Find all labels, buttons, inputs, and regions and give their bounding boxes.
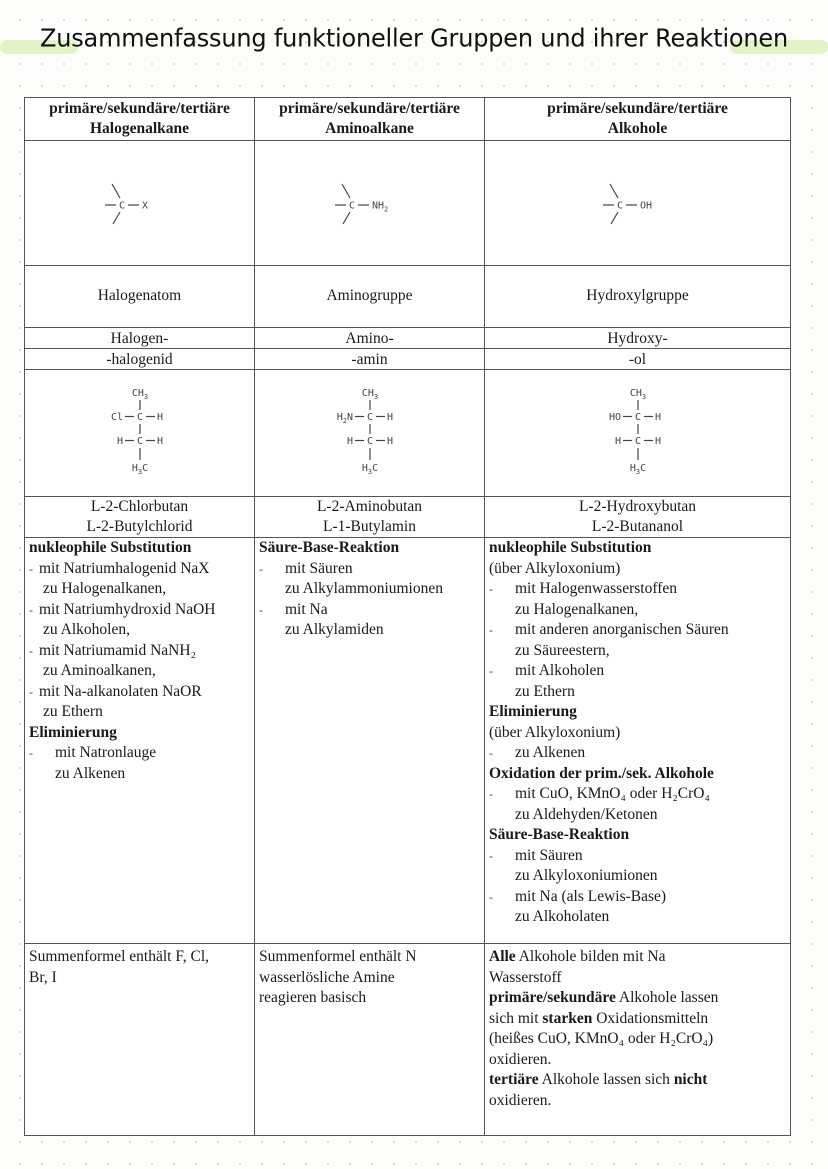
reaction-text: zu Alkyloxoniumionen [515,867,658,884]
info-text: oxidieren. [489,1050,552,1068]
reaction-note: (über Alkyloxonium) [489,723,621,741]
molecule-cell [485,370,791,497]
reaction-heading: Säure-Base-Reaktion [489,826,630,843]
reaction-item [29,559,250,580]
substituent-right: H [386,436,393,447]
info-line: wasserlösliche Amine [259,968,395,986]
suffix-row [25,349,791,370]
reaction-item [29,661,250,682]
structure-cell [485,141,791,266]
bond-line [113,212,120,224]
reaction-text: mit anderen anorganischen Säuren [515,621,729,638]
functional-groups-table [24,97,791,1136]
reaction-text: mit Säuren [515,846,583,864]
info-line [489,947,786,968]
info-cell [25,944,255,1136]
reaction-text: zu Alkoholaten [515,908,610,925]
bullet-dash [29,764,39,785]
reaction-item [489,579,786,600]
carbon-atom: C [634,412,641,423]
reaction-heading: Eliminierung [29,723,117,741]
info-line: Summenformel enthält N [259,948,417,965]
molecule-cell [255,370,485,497]
reaction-heading: Säure-Base-Reaktion [259,539,400,556]
info-line: Summenformel enthält F, Cl, [29,948,210,965]
group-name: Hydroxylgruppe [485,266,791,328]
molecule-bottom: $H_3C$ [131,463,148,476]
functional-group-label: X [141,200,148,212]
reaction-item [29,682,250,703]
prefix-row [25,328,791,349]
carbon-atom: C [136,436,143,447]
reaction-text: mit Natriumhalogenid NaX [39,559,210,577]
substituent-right: H [386,412,393,423]
reaction-text: zu Alkylammoniumionen [285,580,443,597]
bond-line [610,184,618,198]
carbon-atom: C [348,200,355,212]
prefix: Hydroxy- [485,328,791,349]
info-text: sich mit [489,1009,543,1027]
info-line [489,988,786,1009]
reaction-heading: nukleophile Substitution [29,539,192,556]
bullet-dash [489,805,499,826]
substituent-left: H [614,436,621,447]
reaction-text: mit Na (als Lewis-Base) [515,887,667,905]
info-line: Br, I [29,968,57,986]
reaction-heading: Oxidation der prim./sek. Alkohole [489,764,714,782]
info-line [489,1029,786,1050]
reaction-text: zu Alkylamiden [285,621,384,638]
reaction-item [489,661,786,682]
reaction-heading: Eliminierung [489,703,577,720]
iupac-names: L-2-Chlorbutan L-2-Butylchlorid [25,497,255,538]
reactions-cell [25,538,255,944]
header-row [25,98,791,141]
info-text: (heißes CuO, KMnO₄ oder H₂CrO₄) [489,1030,714,1047]
info-text: Oxidationsmitteln [592,1009,709,1027]
reaction-item [29,764,250,785]
structural-formula [325,173,415,233]
reaction-text: mit Alkoholen [515,662,605,679]
reaction-text: mit Halogenwasserstoffen [515,580,677,597]
suffix: -amin [255,349,485,370]
group-name: Aminogruppe [255,266,485,328]
reaction-text: mit Na [285,600,328,618]
reaction-item [489,641,786,662]
bullet-dash: - [29,643,33,658]
info-text: oxidieren. [489,1091,552,1109]
reaction-heading: nukleophile Substitution [489,539,652,556]
bullet-dash: - [489,664,493,678]
reaction-item [489,805,786,826]
functional-group-label: $NH_2$ [371,200,388,214]
info-text: Alkohole lassen [615,989,719,1006]
iupac-names: L-2-Hydroxybutan L-2-Butananol [485,497,791,538]
structure-cell [25,141,255,266]
carbon-atom: C [366,436,373,447]
molecule-top: $CH_3$ [629,388,646,401]
reaction-text: zu Alkenen [515,744,586,761]
reaction-item [259,620,480,641]
molecule-bottom: $H_3C$ [629,463,646,476]
reaction-item [489,600,786,621]
bullet-dash [489,682,499,703]
info-emphasis: primäre/sekundäre [489,989,616,1006]
header-alkohole: primäre/sekundäre/tertiäre Alkohole [485,98,791,141]
reaction-text: mit Natriumhydroxid NaOH [39,600,216,618]
reactions-row [25,538,791,944]
reaction-item [29,620,250,641]
bullet-dash [489,641,499,662]
bullet-dash [29,702,39,723]
reaction-item [29,641,250,662]
header-halogenalkane: primäre/sekundäre/tertiäre Halogenalkane [25,98,255,141]
info-cell [485,944,791,1136]
reaction-item [489,682,786,703]
reaction-text: zu Alkoholen, [43,621,130,638]
bond-line [611,212,618,224]
reaction-item [489,866,786,887]
reaction-text: zu Ethern [43,703,103,720]
molecule-formula [85,385,195,481]
header-aminoalkane: primäre/sekundäre/tertiäre Aminoalkane [255,98,485,141]
carbon-atom: C [616,200,623,212]
bullet-dash [29,579,39,600]
prefix: Amino- [255,328,485,349]
suffix: -halogenid [25,349,255,370]
info-line: reagieren basisch [259,989,367,1006]
group-name: Halogenatom [25,266,255,328]
substituent-right: H [156,436,163,447]
molecule-formula [315,385,425,481]
functional-group-label: OH [639,200,652,212]
info-text: Wasserstoff [489,968,562,986]
carbon-atom: C [634,436,641,447]
info-line [489,1070,786,1091]
info-emphasis: tertiäre [489,1071,539,1088]
molecule-top: $CH_3$ [131,388,148,401]
reaction-text: zu Alkenen [55,764,126,782]
bullet-dash: - [259,602,263,617]
bullet-dash: - [259,561,263,576]
structure-row [25,141,791,266]
prefix: Halogen- [25,328,255,349]
reaction-item [489,743,786,764]
structure-cell [255,141,485,266]
reaction-text: zu Halogenalkanen, [43,580,167,597]
bullet-dash: - [29,684,33,699]
carbon-atom: C [118,200,125,212]
carbon-atom: C [366,412,373,423]
bond-line [343,212,350,224]
info-text: Alkohole bilden mit Na [515,948,666,965]
bullet-dash: - [29,561,33,576]
molecule-bottom: $H_3C$ [361,463,378,476]
bullet-dash: - [29,602,33,617]
reaction-text: zu Säureestern, [515,641,610,659]
reaction-item [29,702,250,723]
reaction-item [29,743,250,764]
reactions-cell [485,538,791,944]
substituent-left: H [346,436,353,447]
reaction-text: mit Natronlauge [55,744,157,761]
substituent-right: H [654,436,661,447]
iupac-row [25,497,791,538]
reaction-item [259,559,480,580]
molecule-row [25,370,791,497]
info-line [489,1009,786,1030]
bond-line [112,184,120,198]
bullet-dash: - [489,889,493,904]
info-emphasis: nicht [673,1071,708,1088]
reaction-note: (über Alkyloxonium) [489,559,621,577]
bullet-dash: - [489,848,493,863]
structural-formula [95,173,185,233]
bullet-dash [29,620,39,641]
bullet-dash: - [489,746,493,760]
reactions-cell [255,538,485,944]
bullet-dash: - [489,582,493,596]
reaction-item [489,784,786,805]
bullet-dash: - [489,787,493,801]
reaction-item [259,600,480,621]
reaction-item [489,620,786,641]
reaction-item [29,600,250,621]
substituent-right: H [654,412,661,423]
structural-formula [593,173,683,233]
bullet-dash: - [29,746,33,760]
reaction-text: mit Na-alkanolaten NaOR [39,682,202,700]
reaction-text: zu Aminoalkanen, [43,662,156,679]
reaction-item [489,887,786,908]
bullet-dash: - [489,623,493,637]
page-title: Zusammenfassung funktioneller Gruppen und ihrer Reaktionen [40,23,788,53]
info-line [489,968,786,989]
reaction-text: zu Ethern [515,682,575,700]
bullet-dash [259,579,269,600]
substituent-left: HO [608,412,621,423]
iupac-names: L-2-Aminobutan L-1-Butylamin [255,497,485,538]
bullet-dash [259,620,269,641]
substituent-right: H [156,412,163,423]
molecule-top: $CH_3$ [361,388,378,401]
reaction-item [29,579,250,600]
info-cell [255,944,485,1136]
info-emphasis: Alle [489,948,516,965]
reaction-text: mit Natriumamid NaNH₂ [39,641,196,659]
substituent-left: $H_2N$ [336,412,353,425]
reaction-item [489,907,786,928]
carbon-atom: C [136,412,143,423]
bullet-dash [29,661,39,682]
reaction-text: zu Halogenalkanen, [515,600,639,618]
info-line [489,1050,786,1071]
info-line [489,1091,786,1112]
suffix: -ol [485,349,791,370]
molecule-cell [25,370,255,497]
bullet-dash [489,907,499,928]
bond-line [342,184,350,198]
info-text: Alkohole lassen sich [538,1071,674,1088]
reaction-text: mit CuO, KMnO₄ oder H₂CrO₄ [515,785,710,802]
reaction-text: zu Aldehyden/Ketonen [515,805,658,823]
info-row [25,944,791,1136]
reaction-text: mit Säuren [285,559,353,577]
reaction-item [489,846,786,867]
substituent-left: H [116,436,123,447]
info-emphasis: starken [542,1009,593,1027]
molecule-formula [583,385,693,481]
group-name-row [25,266,791,328]
bullet-dash [489,866,499,887]
reaction-item [259,579,480,600]
bullet-dash [489,600,499,621]
substituent-left: Cl [110,412,123,423]
